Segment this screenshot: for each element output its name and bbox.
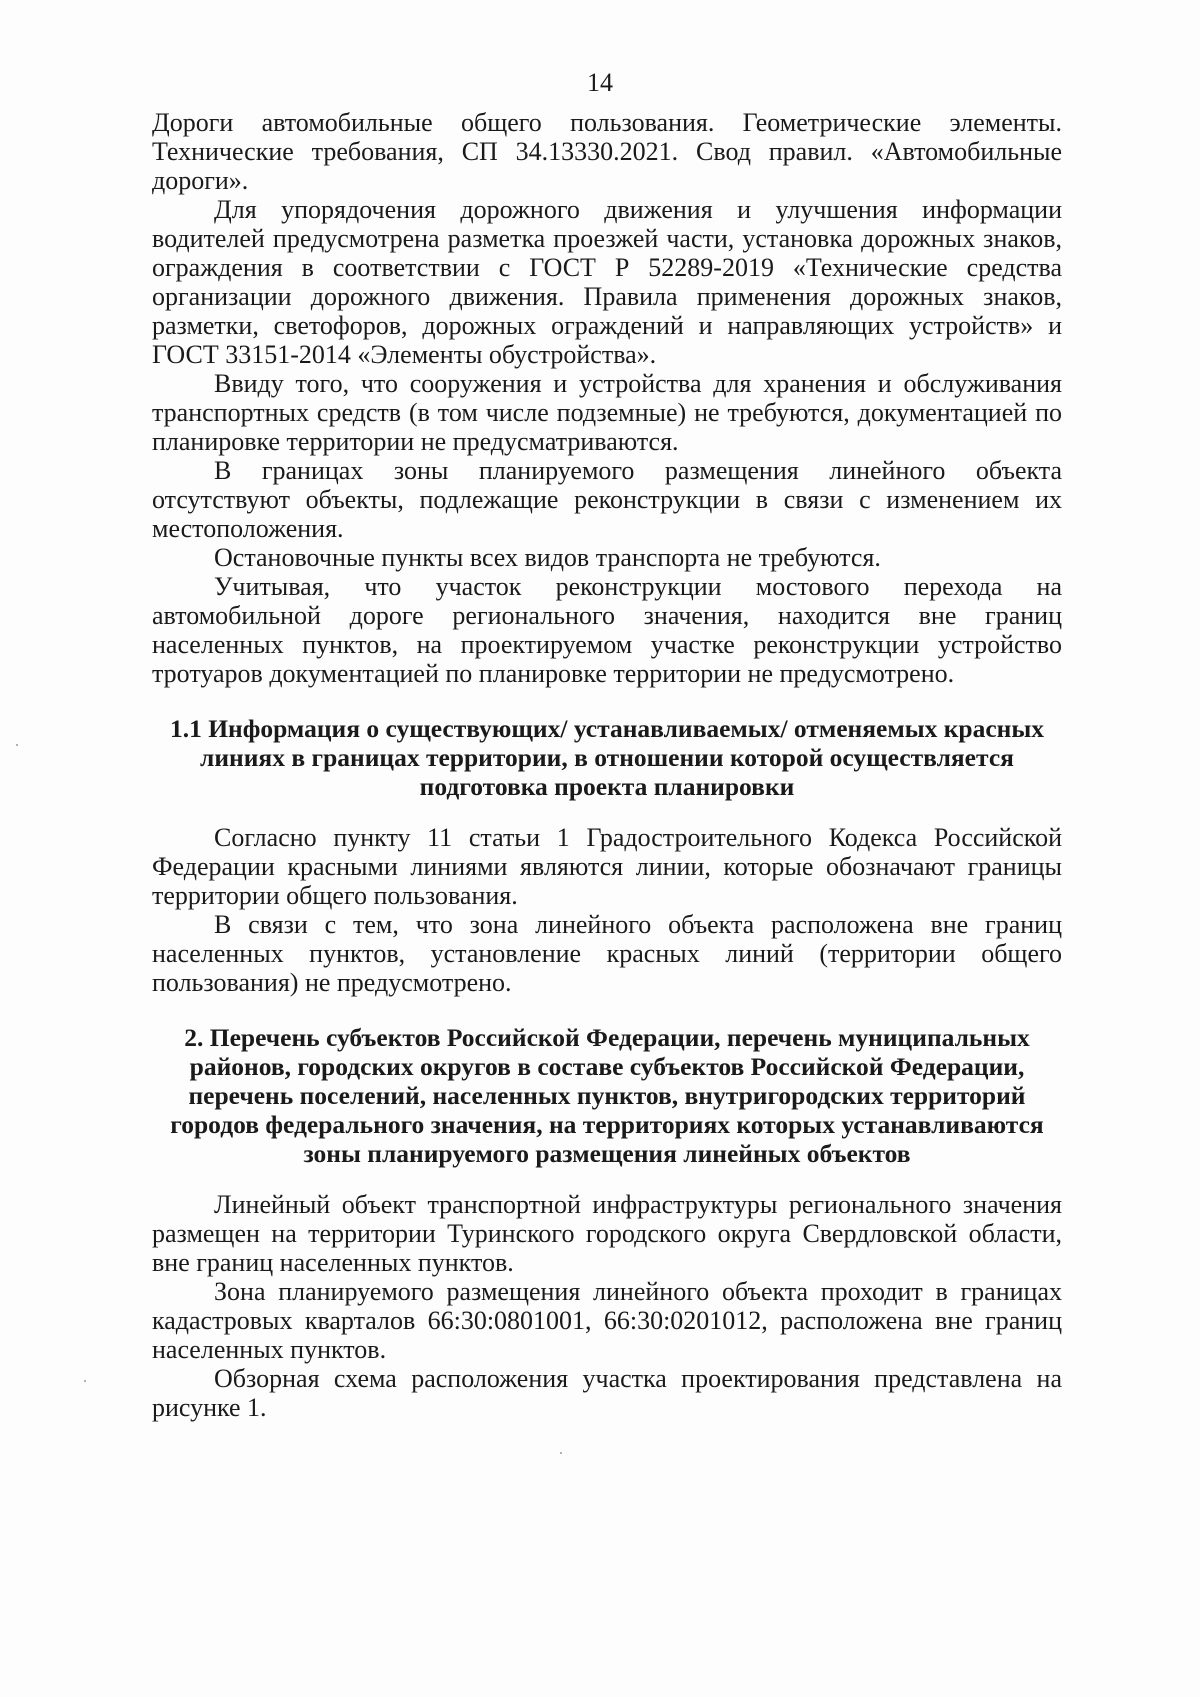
paragraph-red-lines-not-set: В связи с тем, что зона линейного объекта расположена вне границ населенных пунктов, установление красных линий (территории общего пользования) не предусмотрено.	[152, 910, 1062, 997]
scan-speck	[560, 1452, 562, 1454]
scan-speck	[84, 1380, 86, 1382]
spacer	[152, 997, 1062, 1023]
paragraph-object-location: Линейный объект транспортной инфраструктуры регионального значения размещен на территории Туринского городского округа Свердловской области, вне границ населенных пунктов.	[152, 1190, 1062, 1277]
document-body	[152, 108, 1062, 1422]
paragraph-overview-scheme: Обзорная схема расположения участка проектирования представлена на рисунке 1.	[152, 1364, 1062, 1422]
paragraph-cadastral-quarters: Зона планируемого размещения линейного объекта проходит в границах кадастровых кварталов 66:30:0801001, 66:30:0201012, расположена вне границ населенных пунктов.	[152, 1277, 1062, 1364]
section-heading-2: 2. Перечень субъектов Российской Федерации, перечень муниципальных районов, городских округов в составе субъектов Российской Федерации, перечень поселений, населенных пунктов, внутригородских территорий городов федерального значения, на территориях которых устанавливаются зоны планируемого размещения линейных объектов	[170, 1023, 1044, 1168]
spacer	[152, 688, 1062, 714]
scan-speck	[16, 744, 18, 746]
paragraph-vehicle-storage: Ввиду того, что сооружения и устройства для хранения и обслуживания транспортных средств (в том числе подземные) не требуются, документацией по планировке территории не предусматриваются.	[152, 369, 1062, 456]
paragraph-transport-stops: Остановочные пункты всех видов транспорта не требуются.	[214, 543, 881, 572]
page-number: 14	[587, 68, 613, 97]
paragraph-continuation: Дороги автомобильные общего пользования. Геометрические элементы. Технические требования, СП 34.13330.2021. Свод правил. «Автомобильные дороги».	[152, 108, 1062, 195]
paragraph-red-lines-definition: Согласно пункту 11 статьи 1 Градостроительного Кодекса Российской Федерации красными линиями являются линии, которые обозначают границы территории общего пользования.	[152, 823, 1062, 910]
paragraph-sidewalks: Учитывая, что участок реконструкции мостового перехода на автомобильной дороге регионального значения, находится вне границ населенных пунктов, на проектируемом участке реконструкции устройство тротуаров документацией по планировке территории не предусмотрено.	[152, 572, 1062, 688]
spacer	[152, 1168, 1062, 1190]
section-heading-1-1: 1.1 Информация о существующих/ устанавливаемых/ отменяемых красных линиях в границах территории, в отношении которой осуществляется подготовка проекта планировки	[169, 714, 1045, 801]
paragraph-reconstruction-objects: В границах зоны планируемого размещения линейного объекта отсутствуют объекты, подлежащие реконструкции в связи с изменением их местоположения.	[152, 456, 1062, 543]
paragraph-traffic-marking: Для упорядочения дорожного движения и улучшения информации водителей предусмотрена разметка проезжей части, установка дорожных знаков, ограждения в соответствии с ГОСТ Р 52289-2019 «Технические средства организации дорожного движения. Правила применения дорожных знаков, разметки, светофоров, дорожных ограждений и направляющих устройств» и ГОСТ 33151-2014 «Элементы обустройства».	[152, 195, 1062, 369]
spacer	[152, 801, 1062, 823]
